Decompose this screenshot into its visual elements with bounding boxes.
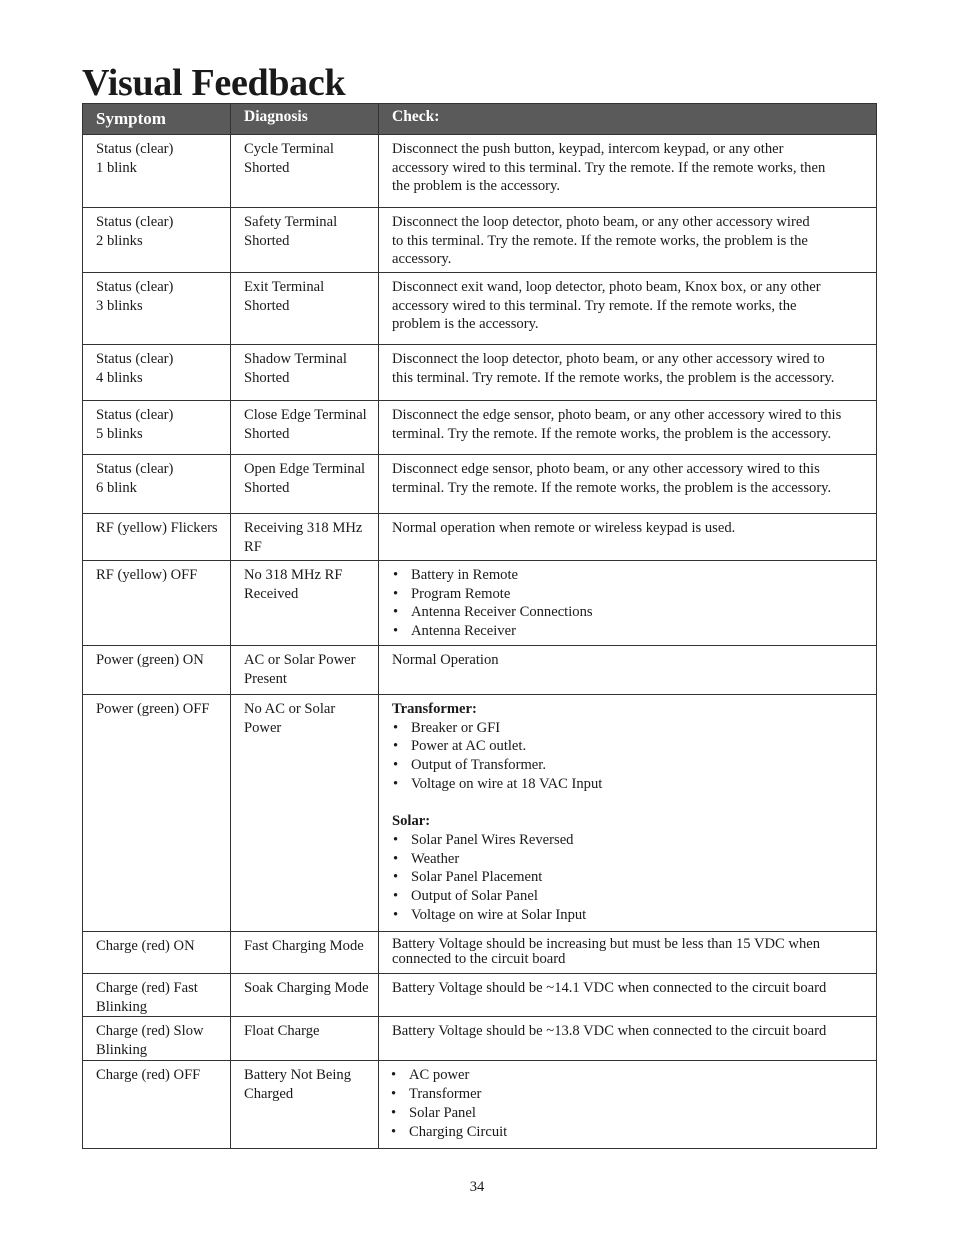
check-line: Battery Voltage should be ~13.8 VDC when connected to the circuit board (392, 1023, 827, 1040)
check-cell (379, 514, 877, 561)
symptom-line: Status (clear) (96, 461, 174, 477)
check-line: Disconnect the loop detector, photo beam, or any other accessory wired (392, 214, 810, 230)
table-row (83, 135, 877, 208)
check-cell (379, 273, 877, 345)
diagnosis-line: Shorted (244, 297, 290, 314)
diagnosis-line: Present (244, 670, 287, 687)
symptom-cell (83, 208, 231, 273)
symptom-line: 5 blinks (96, 425, 143, 442)
symptom-line: Charge (red) Slow (96, 1023, 204, 1040)
diagnosis-cell (231, 345, 379, 401)
diagnosis-line: Cycle Terminal (244, 141, 334, 157)
diagnosis-cell (231, 208, 379, 273)
check-line: problem is the accessory. (392, 316, 539, 333)
list-item: • Charging Circuit (390, 1123, 872, 1142)
symptom-line: Blinking (96, 998, 148, 1015)
check-cell (379, 401, 877, 455)
check-list (392, 566, 872, 641)
diagnosis-line: Float Charge (244, 1023, 320, 1040)
list-item: • Power at AC outlet. (392, 737, 872, 756)
page-number: 34 (469, 1179, 485, 1195)
symptom-line: 1 blink (96, 159, 137, 176)
list-item: • Solar Panel Wires Reversed (392, 831, 872, 850)
list-item: • Program Remote (392, 585, 872, 604)
solar-checklist (392, 831, 872, 925)
check-line: terminal. Try the remote. If the remote works, the problem is the accessory. (392, 425, 832, 442)
symptom-line: Power (green) OFF (96, 701, 210, 717)
check-line: Battery Voltage should be increasing but must be less than 15 VDC when (392, 936, 821, 952)
diagnosis-line: Open Edge Terminal (244, 461, 366, 477)
table-row (83, 1017, 877, 1061)
diagnosis-line: Fast Charging Mode (244, 938, 364, 954)
check-cell (379, 1061, 877, 1149)
header-check: Check: (379, 104, 877, 135)
symptom-line: Charge (red) OFF (96, 1067, 201, 1084)
list-item: • Breaker or GFI (392, 719, 872, 738)
symptom-cell (83, 1061, 231, 1149)
check-cell (379, 932, 877, 974)
diagnosis-cell (231, 695, 379, 932)
check-cell (379, 135, 877, 208)
list-item: • Output of Solar Panel (392, 887, 872, 906)
diagnosis-line: Power (244, 719, 282, 736)
diagnosis-cell (231, 561, 379, 646)
check-cell (379, 695, 877, 932)
symptom-cell (83, 345, 231, 401)
check-line: Disconnect exit wand, loop detector, photo beam, Knox box, or any other (392, 279, 821, 295)
symptom-line: 2 blinks (96, 232, 143, 249)
check-cell (379, 1017, 877, 1061)
check-cell (379, 561, 877, 646)
transformer-checklist (392, 719, 872, 794)
diagnosis-line: Receiving 318 MHz (244, 520, 363, 536)
diagnosis-line: Soak Charging Mode (244, 980, 369, 996)
table-row (83, 514, 877, 561)
list-item: • AC power (390, 1066, 872, 1085)
diagnosis-cell (231, 646, 379, 695)
check-line: Disconnect the loop detector, photo beam, or any other accessory wired to (392, 351, 825, 367)
symptom-cell (83, 646, 231, 695)
symptom-cell (83, 974, 231, 1017)
symptom-cell (83, 455, 231, 514)
symptom-cell (83, 401, 231, 455)
symptom-line: Blinking (96, 1042, 148, 1059)
list-item: • Antenna Receiver (392, 622, 872, 641)
header-diagnosis: Diagnosis (231, 104, 379, 135)
symptom-line: Status (clear) (96, 351, 174, 367)
table-row (83, 401, 877, 455)
check-line: this terminal. Try remote. If the remote works, the problem is the accessory. (392, 369, 835, 386)
check-line: accessory. (392, 251, 452, 268)
check-line: Disconnect edge sensor, photo beam, or any other accessory wired to this (392, 461, 820, 477)
symptom-line: Status (clear) (96, 279, 174, 295)
list-item: • Solar Panel Placement (392, 868, 872, 887)
diagnosis-line: Shorted (244, 479, 290, 496)
diagnosis-line: Close Edge Terminal (244, 407, 367, 423)
symptom-line: Power (green) ON (96, 652, 204, 668)
header-symptom: Symptom (83, 104, 231, 135)
diagnosis-line: Safety Terminal (244, 214, 338, 230)
diagnosis-line: Shorted (244, 369, 290, 386)
symptom-cell (83, 135, 231, 208)
check-line: accessory wired to this terminal. Try remote. If the remote works, the (392, 297, 797, 314)
table-row (83, 1061, 877, 1149)
diagnosis-line: Charged (244, 1086, 294, 1103)
table-row (83, 646, 877, 695)
diagnosis-line: Exit Terminal (244, 279, 325, 295)
diagnosis-line: No 318 MHz RF (244, 567, 343, 583)
check-line: connected to the circuit board (392, 951, 566, 967)
symptom-cell (83, 561, 231, 646)
diagnosis-line: Battery Not Being (244, 1067, 352, 1084)
diagnosis-cell (231, 1061, 379, 1149)
diagnosis-line: Shadow Terminal (244, 351, 347, 367)
check-line: Normal operation when remote or wireless keypad is used. (392, 520, 736, 536)
check-cell (379, 208, 877, 273)
symptom-line: RF (yellow) OFF (96, 567, 198, 583)
list-item: • Battery in Remote (392, 566, 872, 585)
transformer-heading: Transformer: (392, 701, 477, 717)
diagnosis-cell (231, 401, 379, 455)
list-item: • Antenna Receiver Connections (392, 603, 872, 622)
check-line: Battery Voltage should be ~14.1 VDC when connected to the circuit board (392, 980, 827, 996)
check-line: the problem is the accessory. (392, 178, 561, 195)
list-item: • Voltage on wire at 18 VAC Input (392, 775, 872, 794)
diagnosis-line: Received (244, 585, 299, 602)
symptom-cell (83, 514, 231, 561)
check-line: to this terminal. Try the remote. If the remote works, the problem is the (392, 232, 808, 249)
diagnosis-line: Shorted (244, 425, 290, 442)
symptom-line: Status (clear) (96, 214, 174, 230)
diagnosis-line: Shorted (244, 232, 290, 249)
table-row (83, 974, 877, 1017)
table-row (83, 932, 877, 974)
list-item: • Voltage on wire at Solar Input (392, 906, 872, 925)
diagnosis-line: RF (244, 538, 262, 555)
symptom-line: Charge (red) Fast (96, 980, 198, 996)
solar-heading: Solar: (392, 813, 431, 830)
check-cell (379, 974, 877, 1017)
symptom-line: Charge (red) ON (96, 938, 195, 954)
check-cell (379, 345, 877, 401)
visual-feedback-table (82, 103, 877, 1149)
diagnosis-line: AC or Solar Power (244, 652, 356, 668)
symptom-line: Status (clear) (96, 141, 174, 157)
symptom-line: 6 blink (96, 479, 137, 496)
diagnosis-cell (231, 455, 379, 514)
check-cell (379, 646, 877, 695)
symptom-cell (83, 273, 231, 345)
check-line: Disconnect the push button, keypad, intercom keypad, or any other (392, 141, 784, 157)
symptom-cell (83, 695, 231, 932)
table-row (83, 561, 877, 646)
diagnosis-cell (231, 514, 379, 561)
symptom-cell (83, 1017, 231, 1061)
list-item: • Output of Transformer. (392, 756, 872, 775)
list-item: • Weather (392, 850, 872, 869)
check-cell (379, 455, 877, 514)
page-title: Visual Feedback (82, 62, 346, 104)
table-row (83, 455, 877, 514)
check-line: accessory wired to this terminal. Try the remote. If the remote works, then (392, 159, 826, 176)
diagnosis-cell (231, 932, 379, 974)
check-list (390, 1066, 872, 1141)
list-item: • Solar Panel (390, 1104, 872, 1123)
check-line: terminal. Try the remote. If the remote works, the problem is the accessory. (392, 479, 832, 496)
table-row (83, 208, 877, 273)
symptom-cell (83, 932, 231, 974)
spacer (392, 794, 872, 813)
diagnosis-line: Shorted (244, 159, 290, 176)
diagnosis-line: No AC or Solar (244, 701, 336, 717)
symptom-line: 3 blinks (96, 297, 143, 314)
check-line: Disconnect the edge sensor, photo beam, or any other accessory wired to this (392, 407, 842, 423)
table-row (83, 695, 877, 932)
symptom-line: 4 blinks (96, 369, 143, 386)
diagnosis-cell (231, 974, 379, 1017)
diagnosis-cell (231, 1017, 379, 1061)
diagnosis-cell (231, 135, 379, 208)
check-line: Normal Operation (392, 652, 499, 668)
table-row (83, 273, 877, 345)
table-row (83, 345, 877, 401)
list-item: • Transformer (390, 1085, 872, 1104)
symptom-line: Status (clear) (96, 407, 174, 423)
symptom-line: RF (yellow) Flickers (96, 520, 218, 536)
table-header-row (83, 104, 877, 135)
diagnosis-cell (231, 273, 379, 345)
